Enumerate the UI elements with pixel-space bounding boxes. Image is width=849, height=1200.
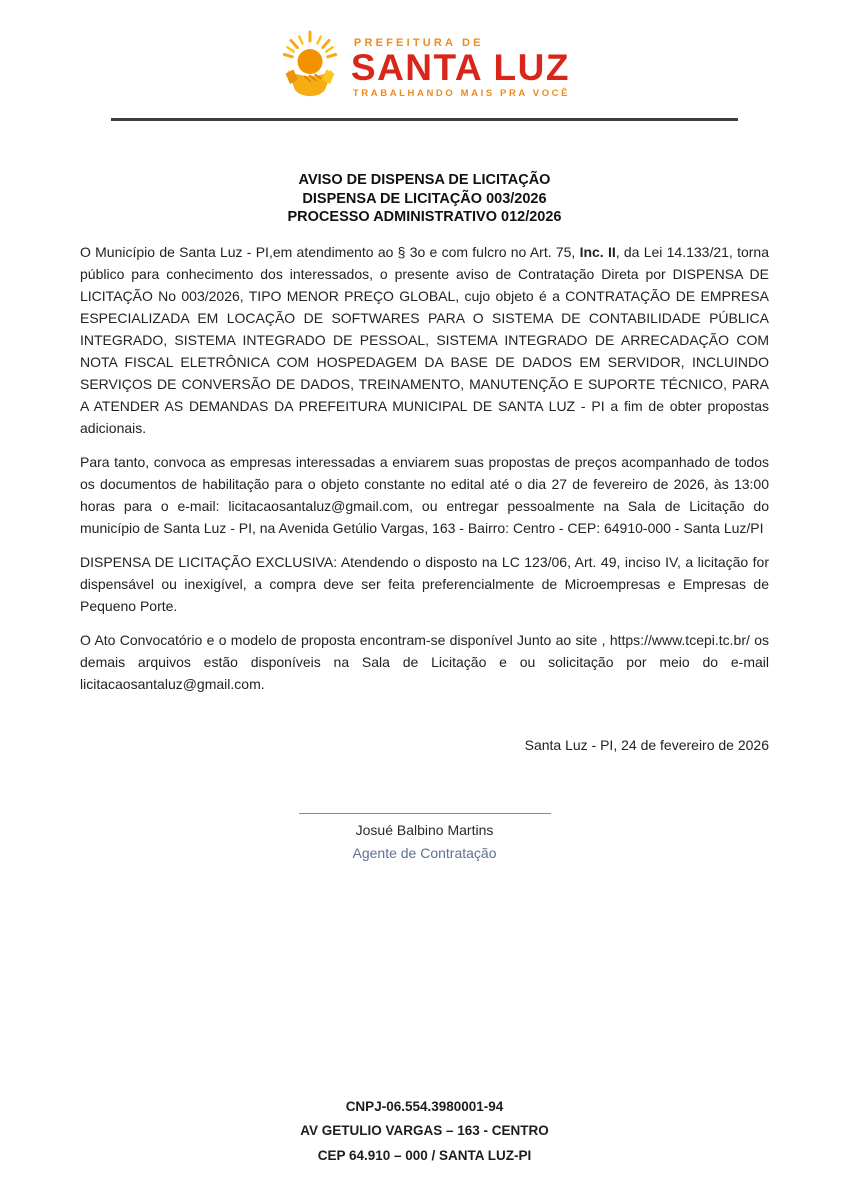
dateline: Santa Luz - PI, 24 de fevereiro de 2026 [524, 736, 769, 753]
logo-text [351, 37, 570, 99]
footer-cnpj: CNPJ-06.554.3980001-94 [345, 1098, 504, 1114]
paragraph-exclusividade: DISPENSA DE LICITAÇÃO EXCLUSIVA: Atendendo o disposto na LC 123/06, Art. 49, inciso IV, a licitação for dispensável ou inexigível, a compra deve ser feita preferencialmente de Microempresas e Empresas de Pequeno Porte. [80, 553, 769, 614]
paragraph-ato-convocatorio: O Ato Convocatório e o modelo de proposta encontram-se disponível Junto ao site , https://www.tcepi.tc.br/ os demais arquivos estão disponíveis na Sala de Licitação e ou solicitação por meio do e-mail licitacaosantaluz@gmail.com. [80, 631, 769, 692]
paragraph-convocation-text: Para tanto, convoca as empresas interessadas a enviarem suas propostas de preços acompanhado de todos os documentos de habilitação para o objeto constante no edital até o dia 27 de fevereiro de 2026, às 13:00 horas para o e-mail: [80, 453, 769, 514]
document-footer [0, 1095, 849, 1169]
document-title [0, 171, 849, 227]
footer-address: AV GETULIO VARGAS – 163 - CENTRO [300, 1123, 549, 1138]
email-address: licitacaosantaluz@gmail.com [228, 497, 410, 514]
paragraph-convocation [80, 451, 769, 539]
title-line-2: DISPENSA DE LICITAÇÃO 003/2026 [302, 190, 547, 207]
paragraph-convocation-rest: , ou entregar pessoalmente na Sala de Licitação do município de Santa Luz - PI, na Avenida Getúlio Vargas, 163 - Bairro: Centro - CEP: 64910-000 - Santa Luz/PI [80, 497, 769, 536]
paragraph-intro [80, 241, 769, 439]
header-divider [111, 118, 738, 121]
paragraph-intro-bold: Inc. II [579, 243, 616, 260]
title-line-1: AVISO DE DISPENSA DE LICITAÇÃO [298, 172, 551, 188]
title-line-3: PROCESSO ADMINISTRATIVO 012/2026 [287, 209, 562, 225]
signature-name: Josué Balbino Martins [355, 821, 494, 838]
logo-main-line: SANTA LUZ [350, 47, 570, 89]
paragraph-intro-text: O Município de Santa Luz - PI,em atendimento ao § 3o e com fulcro no Art. 75, [80, 243, 580, 260]
document-body [0, 241, 849, 695]
prefeitura-logo [0, 28, 849, 108]
signature-block [0, 813, 849, 861]
signature-line [299, 813, 551, 814]
letterhead [0, 0, 849, 121]
logo-top-line: PREFEITURA DE [353, 37, 484, 50]
logo-slogan: TRABALHANDO MAIS PRA VOCÊ [352, 87, 571, 99]
signature-role: Agente de Contratação [352, 844, 497, 861]
sun-handshake-icon [279, 28, 341, 108]
footer-cep: CEP 64.910 – 000 / SANTA LUZ-PI [317, 1147, 532, 1163]
paragraph-intro-rest: , da Lei 14.133/21, torna público para conhecimento dos interessados, o presente aviso de Contratação Direta por DISPENSA DE LICITAÇÃO No 003/2026, TIPO MENOR PREÇO GLOBAL, cujo objeto é a CONTRATAÇÃO DE EMPRESA ESPECIALIZADA EM LOCAÇÃO DE SOFTWARES PARA O SISTEMA DE CONTABILIDADE PÚBLICA INTEGRADO, SISTEMA INTEGRADO DE PESSOAL, SISTEMA INTEGRADO DE ARRECADAÇÃO COM NOTA FISCAL ELETRÔNICA COM HOSPEDAGEM DA BASE DE DADOS EM SERVIDOR, INCLUINDO SERVIÇOS DE CONVERSÃO DE DADOS, TREINAMENTO, MANUTENÇÃO E SUPORTE TÉCNICO, PARA A ATENDER AS DEMANDAS DA PREFEITURA MUNICIPAL DE SANTA LUZ - PI a fim de obter propostas adicionais. [80, 243, 769, 436]
